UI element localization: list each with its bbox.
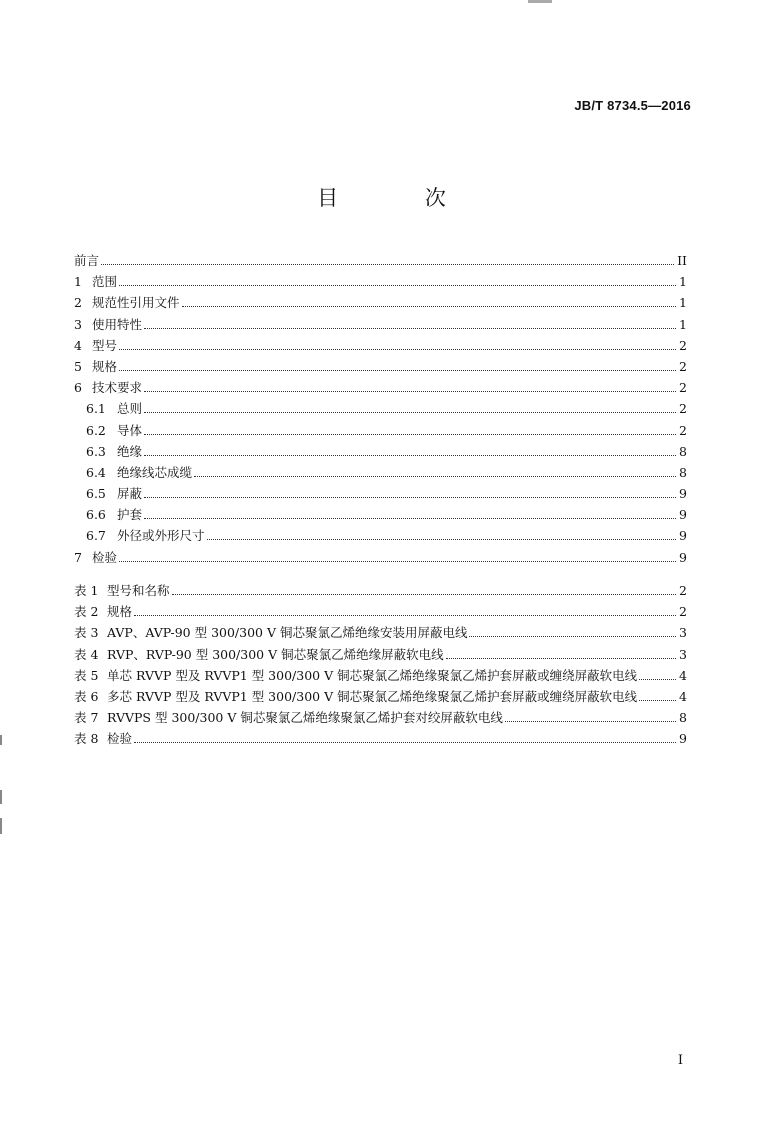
entry-page-number: 8 (679, 443, 687, 459)
dot-leader (144, 328, 676, 329)
entry-label: 型号 (92, 337, 118, 353)
dot-leader (144, 391, 676, 392)
entry-page-number: 2 (679, 380, 687, 396)
entry-number: 表 7 (74, 710, 99, 726)
dot-leader (134, 615, 676, 616)
entry-page-number: 4 (679, 688, 687, 704)
dot-leader (119, 370, 676, 371)
table-list-entry[interactable] (74, 622, 687, 643)
dot-leader (194, 476, 676, 477)
entry-label: 规范性引用文件 (92, 295, 180, 311)
table-list-entry[interactable] (74, 665, 687, 686)
toc-entry[interactable] (74, 547, 687, 568)
entry-number: 6.7 (86, 528, 106, 544)
dot-leader (172, 594, 677, 595)
list-of-tables (74, 580, 687, 750)
entry-number: 表 4 (74, 646, 99, 662)
entry-number: 表 1 (74, 583, 99, 598)
entry-label: AVP、AVP-90 型 300/300 V 铜芯聚氯乙烯绝缘安装用屏蔽电线 (107, 625, 468, 641)
dot-leader (144, 518, 676, 519)
table-list-entry[interactable] (74, 707, 687, 728)
dot-leader (182, 306, 677, 307)
scan-artifact (0, 790, 2, 804)
entry-number: 6.6 (86, 507, 106, 523)
entry-page-number: 9 (679, 486, 687, 502)
page-title: 目 次 (317, 186, 486, 210)
table-list-entry[interactable] (74, 580, 687, 601)
entry-page-number: 2 (679, 583, 687, 598)
toc-entry[interactable] (74, 483, 687, 504)
dot-leader (101, 264, 674, 265)
toc-entry[interactable] (74, 271, 687, 292)
page-folio: I (677, 1053, 683, 1068)
entry-number: 表 3 (74, 625, 99, 641)
dot-leader (144, 434, 676, 435)
entry-label: 型号和名称 (107, 583, 170, 598)
entry-label: 规格 (107, 604, 133, 620)
toc-entry[interactable] (74, 356, 687, 377)
entry-label: 绝缘 (117, 443, 143, 459)
toc-entry[interactable] (74, 335, 687, 356)
entry-number: 1 (74, 274, 82, 290)
entry-label: 单芯 RVVP 型及 RVVP1 型 300/300 V 铜芯聚氯乙烯绝缘聚氯乙烯护套屏蔽或缠绕屏蔽软电线 (107, 667, 638, 683)
toc-entry[interactable] (74, 398, 687, 419)
entry-page-number: 9 (679, 549, 687, 565)
entry-number: 2 (74, 295, 82, 311)
entry-number: 表 6 (74, 688, 99, 704)
entry-number: 4 (74, 337, 82, 353)
toc-entry[interactable] (74, 462, 687, 483)
entry-page-number: 8 (679, 464, 687, 480)
entry-page-number: II (677, 253, 687, 268)
scan-artifact (0, 818, 2, 834)
dot-leader (446, 658, 676, 659)
entry-label: 前言 (74, 253, 100, 268)
entry-page-number: 1 (679, 316, 687, 332)
dot-leader (639, 700, 676, 701)
entry-number: 表 5 (74, 667, 99, 683)
entry-number: 6.1 (86, 401, 106, 417)
entry-number: 3 (74, 316, 82, 332)
entry-label: 技术要求 (92, 380, 143, 396)
entry-label: 导体 (117, 422, 143, 438)
entry-label: 使用特性 (92, 316, 143, 332)
scan-artifact (0, 735, 2, 745)
entry-page-number: 2 (679, 337, 687, 353)
dot-leader (119, 561, 676, 562)
entry-label: 范围 (92, 274, 118, 290)
scan-artifact (528, 0, 552, 3)
entry-number: 6.4 (86, 464, 106, 480)
entry-page-number: 3 (679, 625, 687, 641)
dot-leader (207, 539, 677, 540)
entry-page-number: 9 (679, 507, 687, 523)
toc-entry[interactable] (74, 441, 687, 462)
entry-label: 总则 (117, 401, 143, 417)
entry-number: 6.3 (86, 443, 106, 459)
table-list-entry[interactable] (74, 644, 687, 665)
entry-page-number: 2 (679, 358, 687, 374)
entry-number: 6.2 (86, 422, 106, 438)
entry-label: RVP、RVP-90 型 300/300 V 铜芯聚氯乙烯绝缘屏蔽软电线 (107, 646, 444, 662)
dot-leader (469, 636, 676, 637)
table-list-entry[interactable] (74, 601, 687, 622)
entry-page-number: 2 (679, 604, 687, 620)
entry-label: 护套 (117, 507, 143, 523)
entry-number: 7 (74, 549, 82, 565)
table-list-entry[interactable] (74, 728, 687, 749)
dot-leader (639, 679, 676, 680)
entry-page-number: 8 (679, 710, 687, 726)
entry-number: 6.5 (86, 486, 106, 502)
entry-label: 外径或外形尺寸 (117, 528, 205, 544)
entry-label: 多芯 RVVP 型及 RVVP1 型 300/300 V 铜芯聚氯乙烯绝缘聚氯乙烯护套屏蔽或缠绕屏蔽软电线 (107, 688, 638, 704)
entry-page-number: 4 (679, 667, 687, 683)
entry-number: 表 2 (74, 604, 99, 620)
entry-number: 表 8 (74, 731, 99, 747)
entry-page-number: 1 (679, 295, 687, 311)
dot-leader (119, 349, 676, 350)
toc-entry[interactable] (74, 250, 687, 271)
dot-leader (134, 742, 676, 743)
entry-label: RVVPS 型 300/300 V 铜芯聚氯乙烯绝缘聚氯乙烯护套对绞屏蔽软电线 (107, 710, 503, 726)
entry-page-number: 3 (679, 646, 687, 662)
entry-label: 规格 (92, 358, 118, 374)
entry-page-number: 2 (679, 422, 687, 438)
entry-page-number: 1 (679, 274, 687, 290)
table-of-contents (74, 250, 687, 568)
toc-entry[interactable] (74, 292, 687, 313)
entry-label: 检验 (92, 549, 118, 565)
dot-leader (144, 497, 676, 498)
toc-entry[interactable] (74, 377, 687, 398)
dot-leader (144, 455, 676, 456)
entry-number: 6 (74, 380, 82, 396)
dot-leader (144, 412, 676, 413)
toc-entry[interactable] (74, 314, 687, 335)
entry-page-number: 2 (679, 401, 687, 417)
standard-number: JB/T 8734.5—2016 (574, 98, 691, 113)
entry-label: 屏蔽 (117, 486, 143, 502)
entry-label: 检验 (107, 731, 133, 747)
toc-entry[interactable] (74, 420, 687, 441)
toc-entry[interactable] (74, 525, 687, 546)
entry-page-number: 9 (679, 731, 687, 747)
entry-page-number: 9 (679, 528, 687, 544)
dot-leader (505, 721, 676, 722)
dot-leader (119, 285, 676, 286)
entry-number: 5 (74, 358, 82, 374)
toc-entry[interactable] (74, 504, 687, 525)
table-list-entry[interactable] (74, 686, 687, 707)
entry-label: 绝缘线芯成缆 (117, 464, 193, 480)
